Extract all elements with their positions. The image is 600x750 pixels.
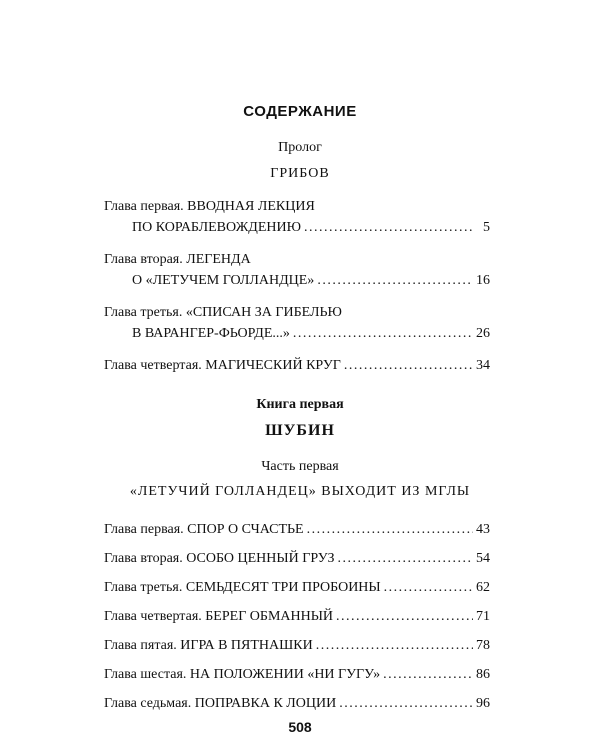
dot-leader <box>384 577 473 598</box>
page-number: 16 <box>476 273 490 288</box>
chapter-prefix: Глава четвертая. <box>104 358 202 373</box>
toc-entry <box>104 693 490 714</box>
part-label: Часть первая <box>261 459 339 474</box>
chapter-title: ОСОБО ЦЕННЫЙ ГРУЗ <box>186 551 335 566</box>
toc-entry <box>104 635 490 656</box>
dot-leader <box>383 664 473 685</box>
page-number: 71 <box>476 609 490 624</box>
part-name: «ЛЕТУЧИЙ ГОЛЛАНДЕЦ» ВЫХОДИТ ИЗ МГЛЫ <box>129 484 471 499</box>
page-number: 26 <box>476 326 490 341</box>
chapter-prefix: Глава шестая. <box>104 667 187 682</box>
page-number: 5 <box>483 220 490 235</box>
toc-entry <box>104 355 490 376</box>
dot-leader <box>317 270 473 291</box>
chapter-title-cont: ПО КОРАБЛЕВОЖДЕНИЮ <box>132 220 302 235</box>
chapter-title: СПОР О СЧАСТЬЕ <box>187 522 304 537</box>
chapter-title: НА ПОЛОЖЕНИИ «НИ ГУГУ» <box>189 667 381 682</box>
page-number: 54 <box>476 551 490 566</box>
toc-entry <box>104 606 490 627</box>
book-name: ШУБИН <box>265 422 335 439</box>
dot-leader <box>339 693 473 714</box>
chapter-prefix: Глава первая. <box>104 199 184 214</box>
chapter-title: ИГРА В ПЯТНАШКИ <box>180 638 313 653</box>
dot-leader <box>307 519 473 540</box>
page-number: 62 <box>476 580 490 595</box>
dot-leader <box>316 635 473 656</box>
prologue-name: ГРИБОВ <box>270 166 330 181</box>
dot-leader <box>293 323 473 344</box>
toc-entry <box>104 519 490 540</box>
chapter-title: ВВОДНАЯ ЛЕКЦИЯ <box>187 199 315 214</box>
page-number: 86 <box>476 667 490 682</box>
page-number: 78 <box>476 638 490 653</box>
dot-leader <box>336 606 473 627</box>
chapter-prefix: Глава седьмая. <box>104 696 192 711</box>
dot-leader <box>304 217 473 238</box>
page-number: 96 <box>476 696 490 711</box>
contents-title: СОДЕРЖАНИЕ <box>243 103 357 120</box>
chapter-prefix: Глава вторая. <box>104 551 183 566</box>
prologue-label: Пролог <box>278 140 322 155</box>
page-folio: 508 <box>288 719 312 735</box>
chapter-prefix: Глава третья. <box>104 580 183 595</box>
toc-entry <box>104 249 490 291</box>
toc-entry <box>104 196 490 238</box>
chapter-title: «СПИСАН ЗА ГИБЕЛЬЮ <box>185 305 342 320</box>
toc-entry <box>104 577 490 598</box>
chapter-prefix: Глава пятая. <box>104 638 177 653</box>
chapter-title: ЛЕГЕНДА <box>186 252 251 267</box>
chapter-title: СЕМЬДЕСЯТ ТРИ ПРОБОИНЫ <box>185 580 381 595</box>
chapter-title-cont: О «ЛЕТУЧЕМ ГОЛЛАНДЦЕ» <box>132 273 315 288</box>
page-number: 43 <box>476 522 490 537</box>
chapter-prefix: Глава третья. <box>104 305 183 320</box>
chapter-prefix: Глава вторая. <box>104 252 183 267</box>
chapter-prefix: Глава первая. <box>104 522 184 537</box>
chapter-title-cont: В ВАРАНГЕР-ФЬОРДЕ...» <box>132 326 290 341</box>
toc-entry <box>104 548 490 569</box>
page-number: 34 <box>476 358 490 373</box>
dot-leader <box>338 548 474 569</box>
chapter-title: БЕРЕГ ОБМАННЫЙ <box>205 609 334 624</box>
chapter-title: ПОПРАВКА К ЛОЦИИ <box>194 696 337 711</box>
toc-entry <box>104 664 490 685</box>
book-label: Книга первая <box>256 397 344 412</box>
toc-entry <box>104 302 490 344</box>
dot-leader <box>344 355 473 376</box>
chapter-title: МАГИЧЕСКИЙ КРУГ <box>205 358 341 373</box>
chapter-prefix: Глава четвертая. <box>104 609 202 624</box>
